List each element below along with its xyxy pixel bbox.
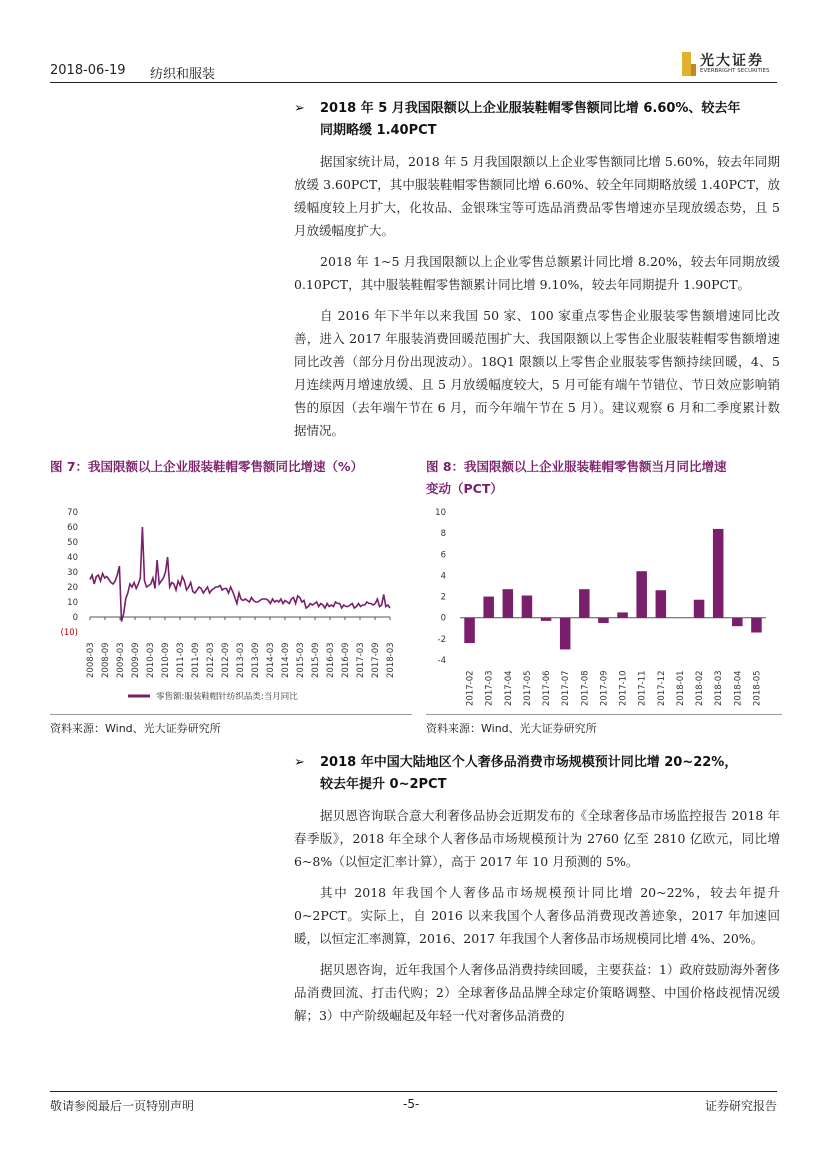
figure7-source: 资料来源：Wind、光大证券研究所 [50,722,221,735]
bullet-arrow-icon: ➢ [294,755,305,770]
x-tick-label: 2017-12 [656,670,667,706]
header-sector: 纺织和服装 [150,67,216,82]
figure8-chart [426,500,782,712]
x-tick-label: 2014-09 [281,642,291,678]
section2-para1: 据贝恩咨询联合意大利奢侈品协会近期发布的《全球奢侈品市场监控报告 2018 年春季版》，2018 年全球个人奢侈品市场规模预计为 2760 亿至 2810 亿欧元，同比增 6~8%（以恒定汇率计算），高于 2017 年 10 月预测的 5%。 [294,808,780,869]
x-tick-label: 2018-03 [714,670,725,706]
x-tick-label: 2010-03 [146,642,156,678]
company-logo [682,50,782,78]
x-tick-label: 2011-03 [176,642,186,678]
y-tick-label: 20 [67,583,78,593]
bar [751,618,762,633]
x-tick-label: 2012-03 [206,642,216,678]
x-tick-label: 2018-02 [695,670,706,706]
y-tick-label: 0 [440,613,446,624]
bar [598,618,609,623]
section1-title [294,98,780,142]
bar [522,596,533,618]
logo-subtext: EVERBRIGHT SECURITIES [700,68,770,74]
section2-title [294,752,780,796]
figure7-rule [50,714,412,715]
section1-para1: 据国家统计局，2018 年 5 月我国限额以上企业零售额同比增 5.60%，较去年同期放缓 3.60PCT，其中服装鞋帽零售额同比增 6.60%、较全年同期略放缓 1.40PCT，放缓幅度较上月扩大，化妆品、金银珠宝等可选品消费品零售增速亦呈现放缓态势，且 5 月放缓幅度扩大。 [294,154,780,238]
x-tick-label: 2016-09 [341,642,351,678]
x-tick-label: 2016-03 [326,642,336,678]
x-tick-label: 2018-03 [386,642,396,678]
figure8-title-line2: 变动（PCT） [426,481,503,496]
x-tick-label: 2018-05 [752,670,763,706]
series-line [90,527,390,622]
x-tick-label: 2018-01 [675,670,686,706]
x-tick-label: 2017-09 [599,670,610,706]
footer-report-type: 证券研究报告 [704,1099,777,1113]
figure8-svg [426,500,782,712]
y-tick-label: 4 [440,571,446,582]
y-tick-label: -4 [437,656,446,666]
section1-title-line2: 同期略缓 1.40PCT [320,123,437,138]
section2-para3: 据贝恩咨询，近年我国个人奢侈品消费持续回暖，主要获益：1）政府鼓励海外奢侈品消费回流、打击代购；2）全球奢侈品品牌全球定价策略调整、中国价格歧视情况缓解；3）中产阶级崛起及年轻一代对奢侈品消费的 [294,962,780,1023]
figure7-svg [50,500,412,712]
bar [617,612,628,617]
x-tick-label: 2017-06 [542,670,553,706]
y-tick-label: (10) [60,628,78,638]
section1 [294,98,780,442]
x-tick-label: 2008-09 [101,642,111,678]
section1-para3: 自 2016 年下半年以来我国 50 家、100 家重点零售企业服装零售额增速同比改善，进入 2017 年服装消费回暖范围扩大、我国限额以上零售企业服装鞋帽零售额增速同比改善（部分月份出现波动）。18Q1 限额以上零售企业服装零售额持续回暖，4、5 月连续两月增速放缓、且 5 月放缓幅度较大，5 月可能有端午节错位、节日效应影响销售的原因（去年端午节在 6 月，而今年端午节在 5 月）。建议观察 6 月和二季度累计数据情况。 [294,308,780,438]
figure8-title [426,456,782,500]
y-tick-label: 8 [440,529,446,540]
x-tick-label: 2009-09 [131,642,141,678]
y-tick-label: -2 [437,634,446,645]
bar [694,600,705,618]
y-tick-label: 10 [67,598,78,608]
x-tick-label: 2011-09 [191,642,201,678]
bar [713,529,724,618]
bullet-arrow-icon: ➢ [294,101,305,116]
legend-label: 零售额:服装鞋帽针纺织品类:当月同比 [156,692,298,702]
x-tick-label: 2017-09 [371,642,381,678]
figure8-title-line1: 图 8：我国限额以上企业服装鞋帽零售额当月同比增速 [426,459,727,474]
logo-mark-icon [682,52,696,76]
y-tick-label: 2 [440,592,446,603]
x-tick-label: 2013-03 [236,642,246,678]
y-tick-label: 30 [67,568,78,578]
x-tick-label: 2017-03 [356,642,366,678]
x-tick-label: 2009-03 [116,642,126,678]
y-tick-label: 70 [67,508,78,518]
y-tick-label: 0 [72,613,78,623]
page-number: -5- [403,1097,420,1111]
figure8-rule [426,714,782,715]
section1-title-line1: 2018 年 5 月我国限额以上企业服装鞋帽零售额同比增 6.60%、较去年 [320,101,741,116]
x-tick-label: 2013-09 [251,642,261,678]
bar [656,590,667,617]
footer-rule [50,1091,777,1092]
x-tick-label: 2017-05 [522,670,533,706]
header-date: 2018-06-19 [50,63,126,78]
bar [541,618,552,621]
bar [732,618,743,626]
y-tick-label: 60 [67,523,78,533]
x-tick-label: 2017-07 [561,670,572,706]
footer-disclaimer: 敬请参阅最后一页特别声明 [50,1099,195,1113]
section2-title-line2: 较去年提升 0~2PCT [320,777,447,792]
x-tick-label: 2014-03 [266,642,276,678]
header-rule [50,82,777,83]
y-tick-label: 6 [440,550,446,561]
y-tick-label: 10 [435,508,446,518]
bar [483,597,494,618]
x-tick-label: 2017-04 [503,670,514,706]
x-tick-label: 2008-03 [86,642,96,678]
bar [636,571,647,618]
x-tick-label: 2017-10 [618,670,629,706]
figure7-chart [50,500,412,712]
x-tick-label: 2015-03 [296,642,306,678]
x-tick-label: 2017-03 [484,670,495,706]
section2 [294,752,780,1027]
x-tick-label: 2017-08 [580,670,591,706]
bar [503,589,514,618]
bar [464,618,475,643]
x-tick-label: 2018-04 [733,670,744,706]
figure7-title: 图 7：我国限额以上企业服装鞋帽零售额同比增速（%） [50,459,364,474]
x-tick-label: 2017-11 [637,670,648,706]
x-tick-label: 2012-09 [221,642,231,678]
x-tick-label: 2015-09 [311,642,321,678]
x-tick-label: 2017-02 [465,670,476,706]
y-tick-label: 40 [67,553,78,563]
section1-para2: 2018 年 1~5 月我国限额以上企业零售总额累计同比增 8.20%，较去年同期放缓 0.10PCT，其中服装鞋帽零售额累计同比增 9.10%，较去年同期提升 1.90PCT。 [294,254,780,292]
x-tick-label: 2010-09 [161,642,171,678]
figure8-source: 资料来源：Wind、光大证券研究所 [426,722,597,735]
bar [579,589,590,618]
section2-title-line1: 2018 年中国大陆地区个人奢侈品消费市场规模预计同比增 20~22%， [320,755,738,770]
logo-text: 光大证券 [700,53,764,69]
section2-para2: 其中 2018 年我国个人奢侈品市场规模预计同比增 20~22%，较去年提升 0~2PCT。实际上，自 2016 以来我国个人奢侈品消费现改善迹象，2017 年加速回暖，以恒定汇率测算，2016、2017 年我国个人奢侈品市场规模同比增 4%、20%。 [294,885,780,946]
y-tick-label: 50 [67,538,78,548]
bar [560,618,571,650]
